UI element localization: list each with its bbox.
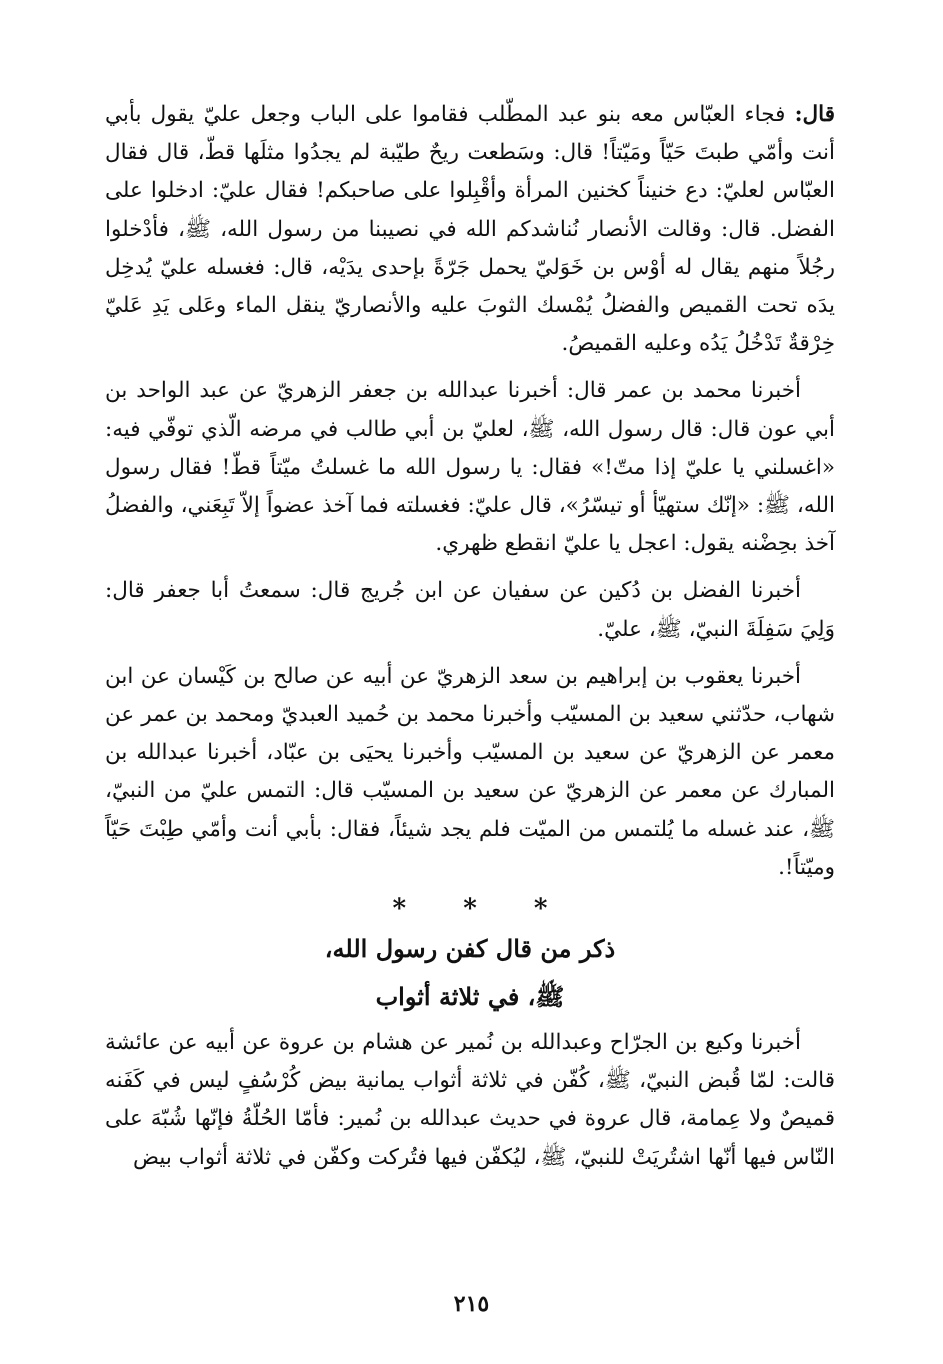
section-separator: * * * bbox=[392, 894, 548, 925]
paragraph-2: أخبرنا محمد بن عمر قال: أخبرنا عبدالله بن جعفر الزهريّ عن عبد الواحد بن أبي عون قال: قال رسول الله، ﷺ، لعليّ بن أبي طالب في مرضه الّذي توفّي فيه: «اغسلني يا عليّ إذا متّ!» فقال: يا رسول الله ما غسلتُ ميّتاً قطّ! فقال رسول الله، ﷺ: «إنّك ستهيّأ أو تيسّرُ»، قال عليّ: فغسلته فما آخذ عضواً إلاّ تَبِعَني، والفضلُ آخذ بحِضْنه يقول: اعجل يا عليّ انقطع ظهري. bbox=[105, 378, 835, 557]
paragraph-lead: قال: bbox=[794, 102, 835, 127]
paragraph-1 bbox=[105, 96, 835, 363]
paragraph-5: أخبرنا وكيع بن الجرّاح وعبدالله بن نُمير عن هشام بن عروة عن أبيه عن عائشة قالت: لمّا قُبض النبيّ، ﷺ، كُفّن في ثلاثة أثواب يمانية بيض كُرْسُفٍ ليس في كَفَنه قميصٌ ولا عِمامة، قال عروة في حديث عبدالله بن نُمير: فأمّا الحُلّةُ فإنّها شُبّهَ على النّاس فيها أنّها اشتُريَتْ للنبيّ، ﷺ، ليُكفّن فيها فتُركت وكفّن في ثلاثة أثواب بيض bbox=[105, 1030, 835, 1170]
main-text bbox=[105, 96, 835, 1186]
paragraph-text: فجاء العبّاس معه بنو عبد المطّلب فقاموا على الباب وجعل عليّ يقول بأبي أنت وأمّي طبتَ حَيّاً ومَيّتاً! قال: وسَطعت ريحٌ طيّبة لم يجدُوا مثلَها قطّ، قال فقال العبّاس لعليّ: دع خنيناً كخنين المرأة وأقْبِلوا على صاحبكم! فقال عليّ: ادخلوا على الفضل. قال: وقالت الأنصار نُناشدكم الله في نصيبنا من رسول الله، ﷺ، فأدْخلوا رجُلاً منهم يقال له أوْس بن خَوَليّ يحمل جَرّةً بإحدى يدَيْه، قال: فغسله عليّ يُدخِل يدَه تحت القميص والفضلُ يُمْسك الثوبَ عليه والأنصاريّ ينقل الماء وعَلى يَدِ عَليّ خِرْقةٌ تَدْخُلُ يَدُه وعليه القميصُ. bbox=[105, 102, 835, 357]
section-heading-line-1: ذكر من قال كفن رسول الله، bbox=[324, 934, 616, 964]
paragraph-3: أخبرنا الفضل بن دُكين عن سفيان عن ابن جُريج قال: سمعتُ أبا جعفر قال: وَلِيَ سَفِلَةَ النبيّ، ﷺ، عليّ. bbox=[105, 578, 835, 642]
paragraph-4: أخبرنا يعقوب بن إبراهيم بن سعد الزهريّ عن أبيه عن صالح بن كَيْسان عن ابن شهاب، حدّثني سعيد بن المسيّب وأخبرنا محمد بن حُميد العبديّ ومحمد بن عمر عن معمر عن الزهريّ عن سعيد بن المسيّب وأخبرنا يحيَى بن عبّاد، أخبرنا عبدالله بن المبارك عن معمر عن الزهريّ عن سعيد بن المسيّب قال: التمس عليّ من النبيّ، ﷺ، عند غسله ما يُلتمس من الميّت فلم يجد شيئاً، فقال: بأبي أنت وأمّي طِبْتَ حَيّاً وميّتاً!. bbox=[105, 663, 835, 880]
page-number: ٢١٥ bbox=[453, 1291, 490, 1317]
section-heading-line-2: ﷺ، في ثلاثة أثواب bbox=[375, 982, 565, 1012]
